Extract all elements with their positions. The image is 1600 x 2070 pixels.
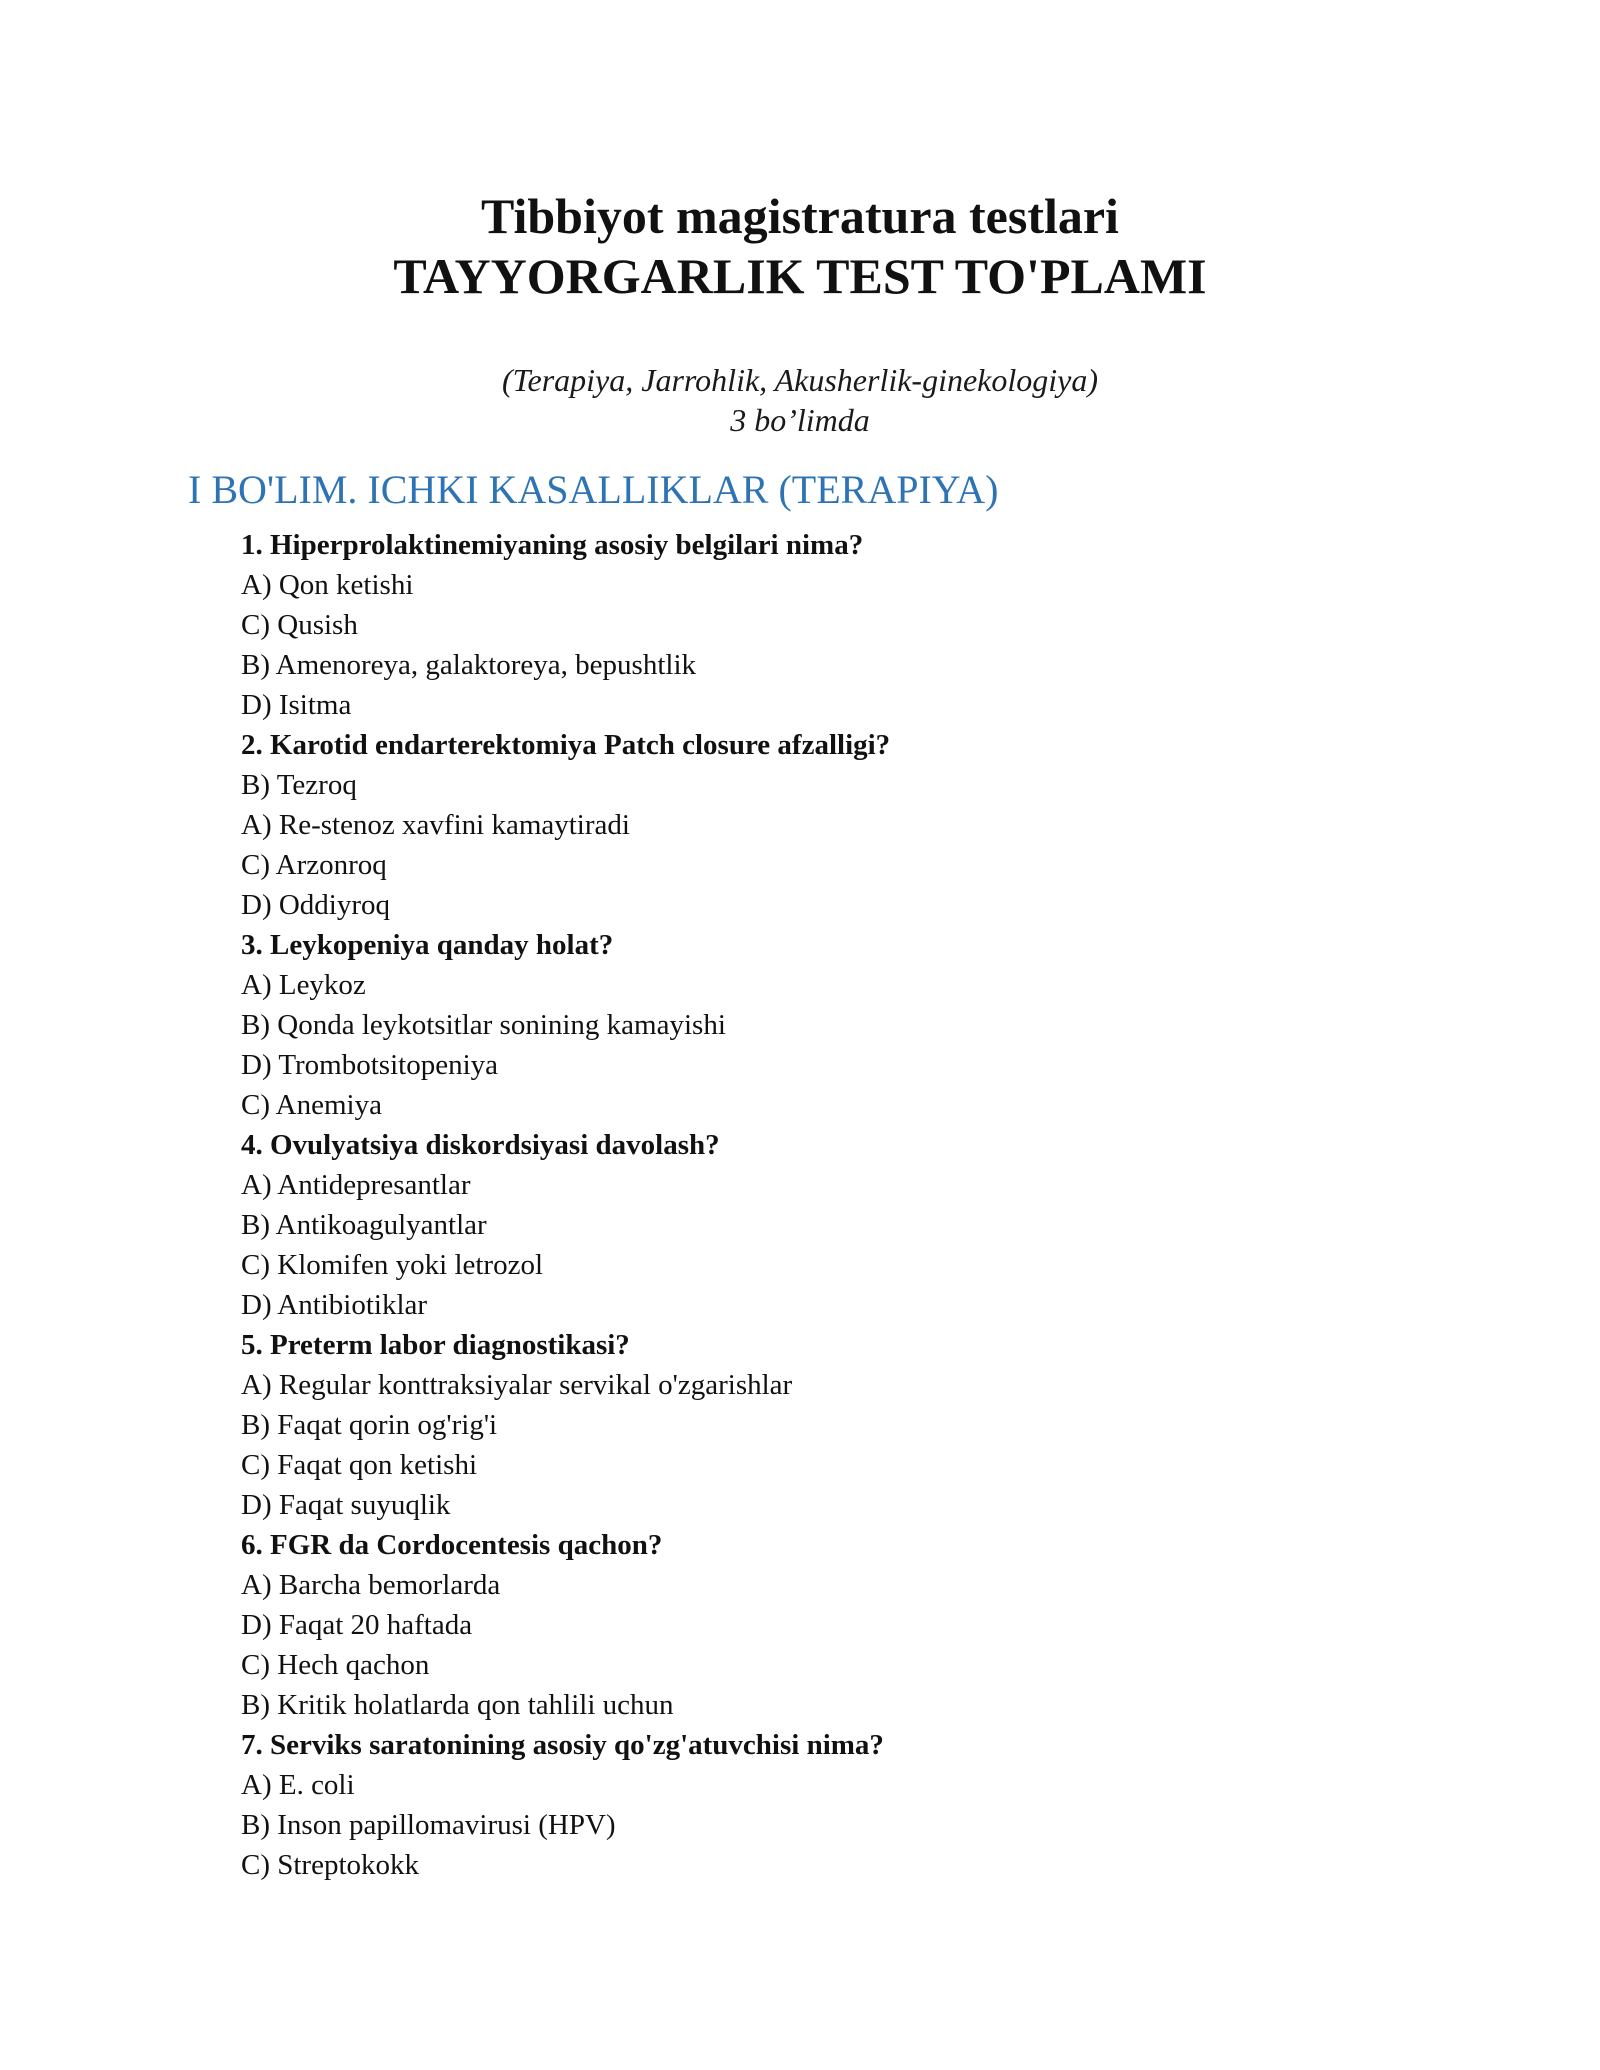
question-text: 4. Ovulyatsiya diskordsiyasi davolash? <box>241 1129 720 1161</box>
question-text: 6. FGR da Cordocentesis qachon? <box>241 1529 663 1561</box>
answer-option: B) Antikoagulyantlar <box>241 1209 487 1241</box>
document-subtitle <box>0 360 1600 440</box>
title-line-2: TAYYORGARLIK TEST TO'PLAMI <box>393 248 1207 304</box>
answer-option: A) E. coli <box>241 1769 355 1801</box>
answer-option: D) Oddiyroq <box>241 889 391 921</box>
answer-option: D) Antibiotiklar <box>241 1289 428 1321</box>
answer-option: B) Faqat qorin og'rig'i <box>241 1409 498 1441</box>
section-heading: I BO'LIM. ICHKI KASALLIKLAR (TERAPIYA) <box>188 467 999 512</box>
question-text: 3. Leykopeniya qanday holat? <box>241 929 614 961</box>
answer-option: A) Re-stenoz xavfini kamaytiradi <box>241 809 630 841</box>
answer-option: B) Inson papillomavirusi (HPV) <box>241 1809 616 1841</box>
answer-option: C) Faqat qon ketishi <box>241 1449 478 1481</box>
answer-option: C) Klomifen yoki letrozol <box>241 1249 544 1281</box>
question-text: 2. Karotid endarterektomiya Patch closure afzalligi? <box>241 729 891 761</box>
answer-option: A) Antidepresantlar <box>241 1169 471 1201</box>
answer-option: B) Tezroq <box>241 769 357 801</box>
answer-option: B) Amenoreya, galaktoreya, bepushtlik <box>241 649 697 681</box>
subtitle-line-2: 3 bo’limda <box>730 402 870 438</box>
answer-option: C) Streptokokk <box>241 1849 420 1881</box>
answer-option: C) Arzonroq <box>241 849 387 881</box>
document-title <box>0 186 1600 306</box>
answer-option: C) Qusish <box>241 609 358 641</box>
answer-option: D) Faqat suyuqlik <box>241 1489 451 1521</box>
answer-option: A) Qon ketishi <box>241 569 414 601</box>
question-text: 1. Hiperprolaktinemiyaning asosiy belgilari nima? <box>241 529 864 561</box>
answer-option: B) Kritik holatlarda qon tahlili uchun <box>241 1689 674 1721</box>
answer-option: A) Regular konttraksiyalar servikal o'zgarishlar <box>241 1369 793 1401</box>
answer-option: C) Anemiya <box>241 1089 382 1121</box>
question-text: 5. Preterm labor diagnostikasi? <box>241 1329 630 1361</box>
answer-option: B) Qonda leykotsitlar sonining kamayishi <box>241 1009 726 1041</box>
title-line-1: Tibbiyot magistratura testlari <box>481 188 1119 244</box>
answer-option: D) Isitma <box>241 689 352 721</box>
answer-option: A) Leykoz <box>241 969 366 1001</box>
answer-option: D) Faqat 20 haftada <box>241 1609 473 1641</box>
answer-option: D) Trombotsitopeniya <box>241 1049 498 1081</box>
question-list <box>241 525 1441 1885</box>
subtitle-line-1: (Terapiya, Jarrohlik, Akusherlik-ginekologiya) <box>501 362 1099 398</box>
answer-option: C) Hech qachon <box>241 1649 430 1681</box>
answer-option: A) Barcha bemorlarda <box>241 1569 501 1601</box>
question-text: 7. Serviks saratonining asosiy qo'zg'atuvchisi nima? <box>241 1729 884 1761</box>
